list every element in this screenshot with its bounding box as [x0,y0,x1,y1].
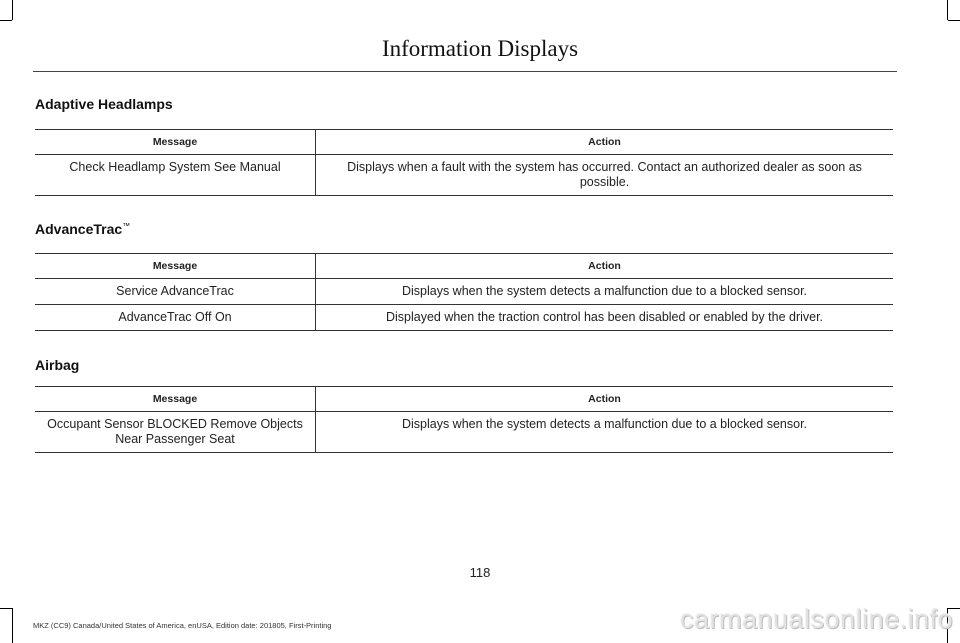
column-header-message: Message [35,130,316,155]
section-heading-adaptive-headlamps: Adaptive Headlamps [35,96,173,112]
table-row [35,412,893,453]
watermark-logo: carmanualsonline.info [680,604,954,634]
table-row [35,155,893,196]
section-heading-advancetrac: AdvanceTrac™ [35,221,131,237]
column-header-action: Action [316,387,894,412]
action-cell: Displays when the system detects a malfunction due to a blocked sensor. [316,279,894,305]
column-header-action: Action [316,254,894,279]
footer-edition-text: MKZ (CC9) Canada/United States of America, enUSA, Edition date: 201805, First-Printing [33,621,332,630]
section-heading-airbag: Airbag [35,357,80,373]
crop-mark-top-left-v [12,0,13,20]
message-cell: Service AdvanceTrac [35,279,316,305]
message-cell: Occupant Sensor BLOCKED Remove Objects Near Passenger Seat [35,412,316,453]
table-header-row [35,387,893,412]
table-header-row [35,130,893,155]
action-cell: Displays when the system detects a malfunction due to a blocked sensor. [316,412,894,453]
action-cell: Displayed when the traction control has been disabled or enabled by the driver. [316,305,894,331]
table-header-row [35,254,893,279]
airbag-table [35,386,893,453]
title-divider [33,71,897,72]
page-title: Information Displays [381,36,579,61]
page-number: 118 [469,565,491,580]
table-row [35,305,893,331]
column-header-message: Message [35,387,316,412]
crop-mark-top-right-h [948,20,960,21]
advancetrac-table [35,253,893,331]
message-cell: Check Headlamp System See Manual [35,155,316,196]
crop-mark-top-left-h [0,20,12,21]
table-row [35,279,893,305]
message-cell: AdvanceTrac Off On [35,305,316,331]
action-cell: Displays when a fault with the system has occurred. Contact an authorized dealer as soon as possible. [316,155,894,196]
adaptive-headlamps-table [35,129,893,196]
crop-mark-top-right-v [947,0,948,20]
column-header-action: Action [316,130,894,155]
crop-mark-bottom-left-v [12,608,13,643]
trademark-symbol: ™ [122,221,131,231]
crop-mark-bottom-left-h [0,608,12,609]
column-header-message: Message [35,254,316,279]
